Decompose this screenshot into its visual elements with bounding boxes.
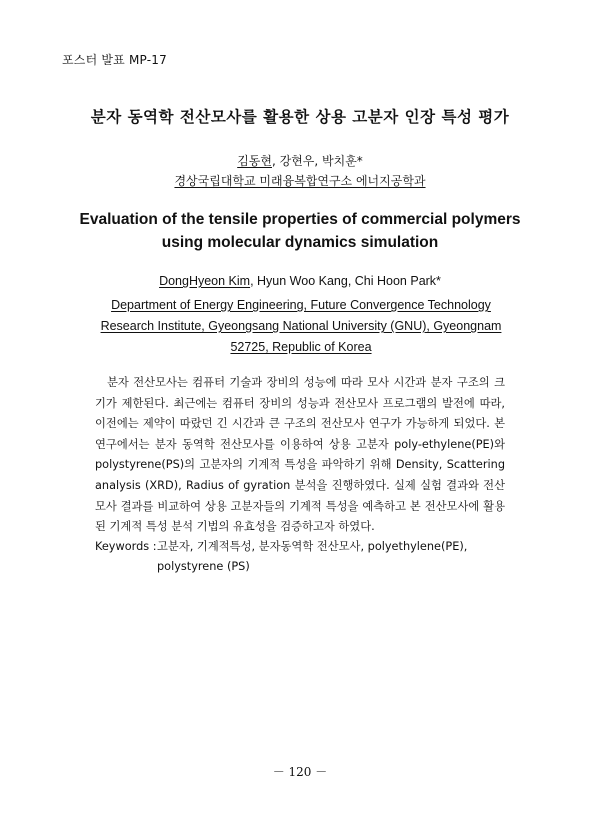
korean-coauthors: , 강현우, 박치훈* xyxy=(271,154,363,168)
page-number: － 120 － xyxy=(272,765,328,779)
english-presenter: DongHyeon Kim xyxy=(159,274,251,288)
korean-presenter: 김동현 xyxy=(237,154,272,168)
keywords-value: 고분자, 기계적특성, 분자동역학 전산모사, polyethylene(PE), polystyrene (PS) xyxy=(157,540,468,573)
korean-affiliation-text: 경상국립대학교 미래융복합연구소 에너지공학과 xyxy=(174,174,426,188)
korean-authors xyxy=(0,152,600,169)
korean-affiliation xyxy=(0,172,600,189)
korean-title: 분자 동역학 전산모사를 활용한 상용 고분자 인장 특성 평가 xyxy=(90,108,510,126)
abstract-body: 분자 전산모사는 컴퓨터 기술과 장비의 성능에 따라 모사 시간과 분자 구조의 크기가 제한된다. 최근에는 컴퓨터 장비의 성능과 전산모사 프로그램의 발전에 따라, 이전에는 제약이 따랐던 긴 시간과 큰 구조의 전산모사 연구가 가능하게 되었다. 본 연구에서는 분자 동역학 전산모사를 이용하여 상용 고분자 poly-ethylene(PE)와 polystyrene(PS)의 고분자의 기계적 특성을 파악하기 위해 Density, Scattering analysis (XRD), Radius of gyration 분석을 진행하였다. 실제 실험 결과와 전산모사 결과를 비교하여 상용 고분자들의 기계적 특성을 예측하고 본 전산모사에 활용된 기계적 특성 분석 기법의 유효성을 검증하고자 하였다. xyxy=(95,376,505,534)
session-label: 포스터 발표 MP-17 xyxy=(62,53,167,67)
english-title: Evaluation of the tensile properties of commercial polymers using molecular dynamics simulation xyxy=(79,211,521,251)
english-authors xyxy=(0,274,600,288)
keywords-label: Keywords : xyxy=(95,540,157,553)
english-coauthors: , Hyun Woo Kang, Chi Hoon Park* xyxy=(250,274,441,288)
english-affiliation: Department of Energy Engineering, Future Convergence Technology Research Institute, Gyeongsang National University (GNU), Gyeongnam 52725, Republic of Korea xyxy=(100,298,502,354)
